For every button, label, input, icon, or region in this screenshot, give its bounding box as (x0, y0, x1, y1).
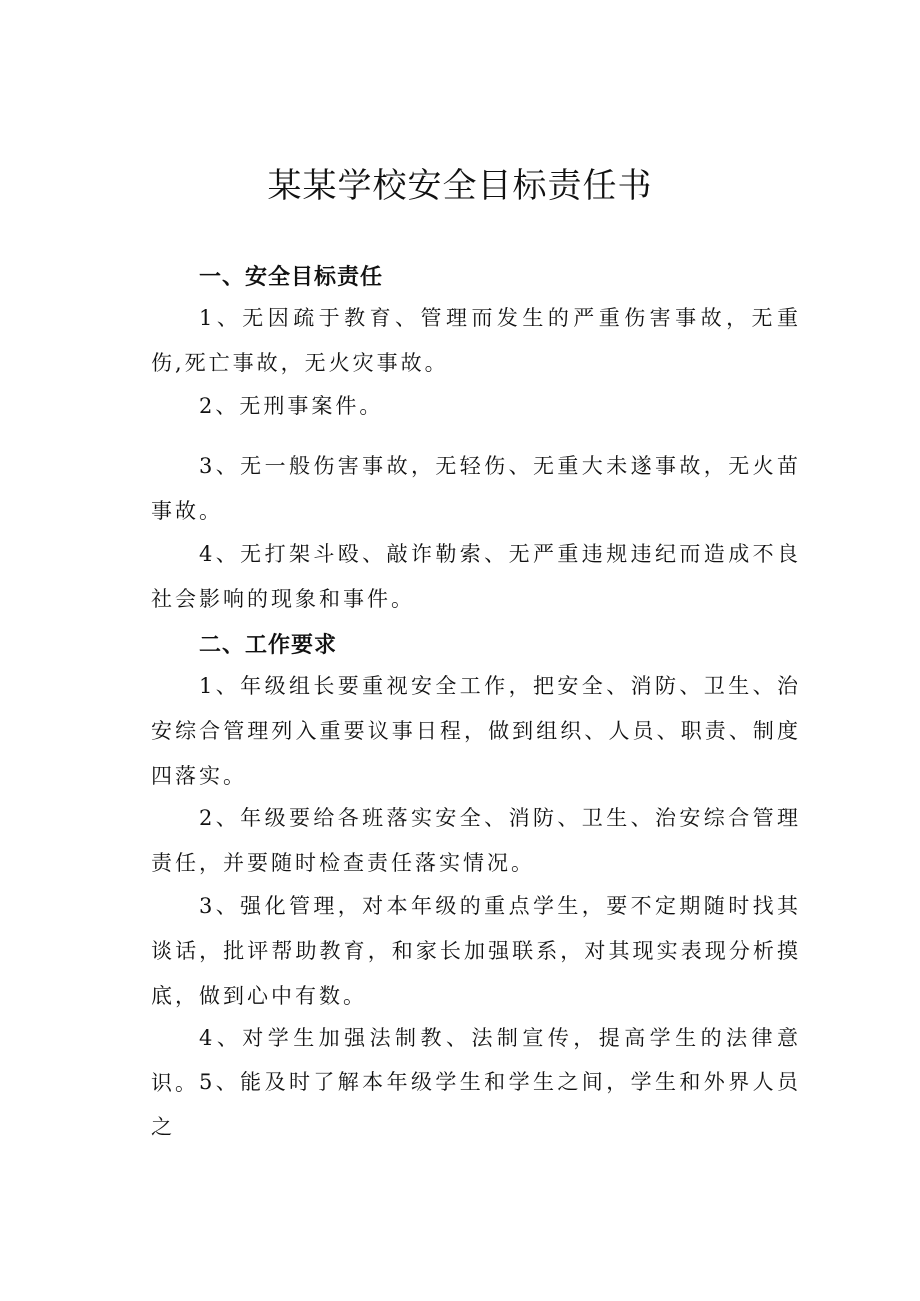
section2-item-3: 3、强化管理，对本年级的重点学生，要不定期随时找其谈话，批评帮助教育，和家长加强联系，对其现实表现分析摸底，做到心中有数。 (151, 894, 801, 1008)
section1-item-1: 1、无因疏于教育、管理而发生的严重伤害事故，无重伤,死亡事故，无火灾事故。 (151, 306, 801, 375)
section-heading-work-requirements: 二、工作要求 (199, 633, 338, 658)
section2-item-4: 4、对学生加强法制教、法制宣传，提高学生的法律意识。 (151, 1026, 801, 1095)
section1-item-4: 4、无打架斗殴、敲诈勒索、无严重违规违纪而造成不良社会影响的现象和事件。 (151, 542, 801, 611)
section2-item-2: 2、年级要给各班落实安全、消防、卫生、治安综合管理责任，并要随时检查责任落实情况。 (151, 806, 801, 875)
document-title: 某某学校安全目标责任书 (267, 166, 653, 206)
section1-item-3: 3、无一般伤害事故，无轻伤、无重大未遂事故，无火苗事故。 (151, 454, 801, 523)
section2-item-5: 5、能及时了解本年级学生和学生之间，学生和外界人员之 (151, 1070, 801, 1139)
section2-item-1: 1、年级组长要重视安全工作，把安全、消防、卫生、治安综合管理列入重要议事日程，做到组织、人员、职责、制度四落实。 (151, 674, 801, 788)
section1-item-2: 2、无刑事案件。 (199, 394, 384, 418)
section-heading-safety-goals: 一、安全目标责任 (199, 265, 384, 290)
